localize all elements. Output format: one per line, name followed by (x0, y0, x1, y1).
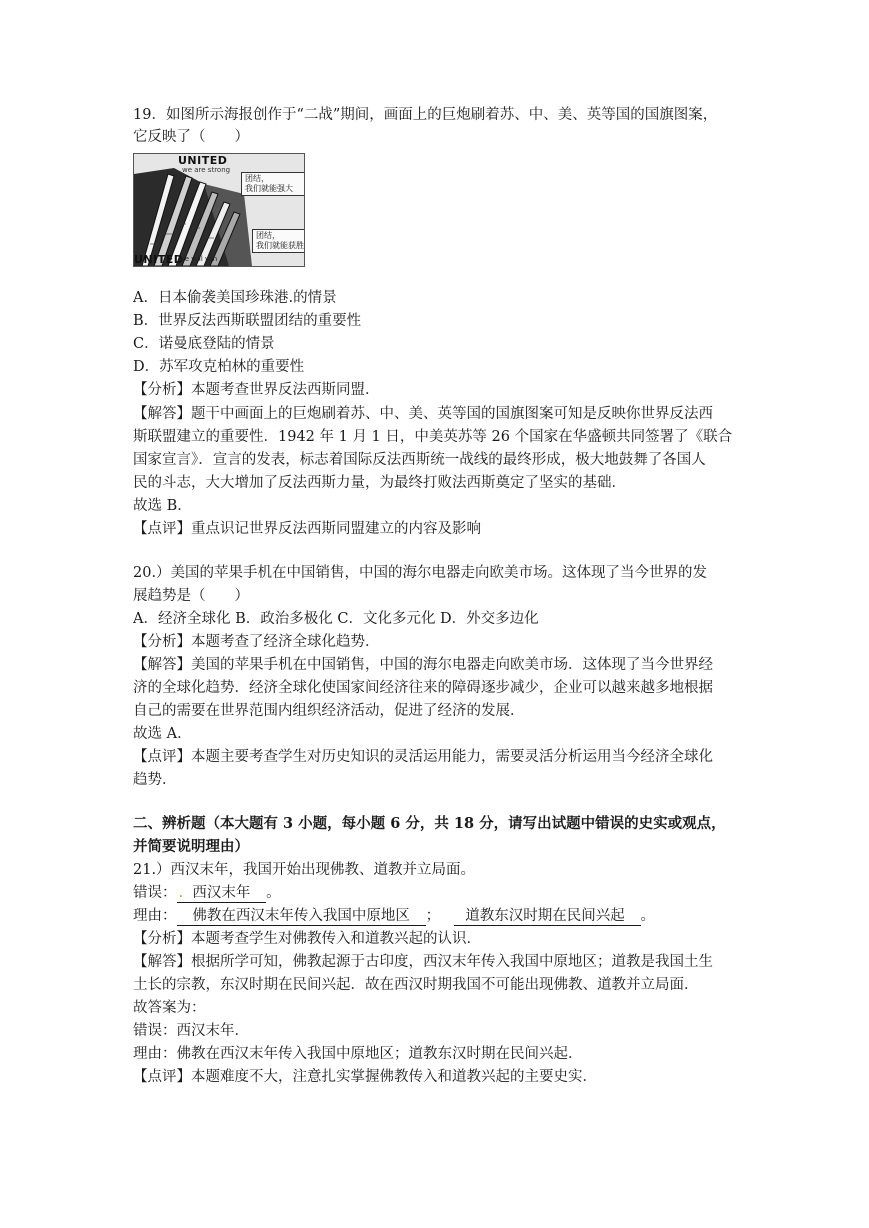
poster-top-caption-line2: 我们就能强大 (245, 184, 293, 193)
poster-top-caption-line1: 团结， (245, 174, 269, 183)
q21-answer-reason: 理由：佛教在西汉末年传入我国中原地区；道教东汉时期在民间兴起． (133, 1046, 583, 1062)
q19-analysis: 【分析】本题考查世界反法西斯同盟． (133, 382, 380, 398)
q21-reason-sep: ； (425, 908, 441, 924)
poster-top-caption-box (241, 172, 305, 196)
q19-option-c: C．诺曼底登陆的情景 (133, 336, 275, 352)
poster-bottom-caption-line2: 我们就能获胜 (256, 241, 304, 250)
q21-reason-end: 。 (640, 908, 656, 924)
q21-error-line (133, 882, 281, 904)
q20-comment-line1: 【点评】本题主要考查学生对历史知识的灵活运用能力，需要灵活分析运用当今经济全球化 (133, 749, 713, 765)
q21-reason-blank1 (177, 907, 426, 926)
q19-comment: 【点评】重点识记世界反法西斯同盟建立的内容及影响 (133, 521, 481, 537)
ww2-united-poster (133, 153, 305, 267)
q19-option-d: D．苏军攻克柏林的重要性 (133, 359, 305, 375)
q21-error-dot: . (178, 885, 184, 901)
poster-bottom-caption-line1: 团结， (256, 231, 280, 240)
q19-option-a: A．日本偷袭美国珍珠港.的情景 (133, 290, 337, 306)
q20-comment-line2: 趋势． (133, 772, 177, 788)
q21-answer-line2: 土长的宗教，东汉时期在民间兴起．故在西汉时期我国不可能出现佛教、道教并立局面． (133, 977, 699, 993)
q19-answer-line3: 国家宣言》．宣言的发表，标志着国际反法西斯统一战线的最终形成，极大地鼓舞了各国人 (133, 452, 706, 468)
q21-error-blank (177, 884, 267, 903)
q21-comment: 【点评】本题难度不大，注意扎实掌握佛教传入和道教兴起的主要史实． (133, 1069, 597, 1085)
q21-reason-blank2 (454, 907, 641, 926)
q19-answer-line2: 斯联盟建立的重要性．1942 年 1 月 1 日，中美英苏等 26 个国家在华盛顿共同签署了《联合 (133, 429, 733, 445)
poster-bottom-caption-box (252, 229, 305, 253)
q21-error-value: 西汉末年 (192, 885, 251, 901)
q19-stem-line1: 19．如图所示海报创作于“二战”期间，画面上的巨炮刷着苏、中、美、英等国的国旗图案， (133, 107, 718, 123)
q20-answer-line2: 济的全球化趋势．经济全球化使国家间经济往来的障碍逐步减少，企业可以越来越多地根据 (133, 680, 713, 696)
q21-error-label: 错误： (133, 885, 177, 901)
q21-reason-value2: 道教东汉时期在民间兴起 (465, 908, 625, 924)
section2-heading-line2: 并简要说明理由） (133, 838, 249, 855)
q20-options: A．经济全球化 B．政治多极化 C．文化多元化 D．外交多边化 (133, 611, 539, 627)
poster-bottom-subtitle: we will win (179, 255, 218, 263)
q21-answer-intro: 故答案为： (133, 1000, 206, 1016)
q19-stem-line2: 它反映了（ ） (133, 129, 249, 145)
q21-answer-line1: 【解答】根据所学可知，佛教起源于古印度，西汉末年传入我国中原地区；道教是我国土生 (133, 954, 713, 970)
poster-top-subtitle: we are strong (182, 166, 231, 174)
q19-option-b: B．世界反法西斯联盟团结的重要性 (133, 313, 362, 329)
q21-reason-value1: 佛教在西汉末年传入我国中原地区 (192, 908, 410, 924)
poster-bottom-title: UNITED (134, 253, 184, 266)
q20-choice: 故选 A． (133, 726, 192, 742)
q19-choice: 故选 B． (133, 498, 192, 514)
q21-reason-label: 理由： (133, 908, 177, 924)
q19-answer-line1: 【解答】题干中画面上的巨炮刷着苏、中、美、英等国的国旗图案可知是反映你世界反法西 (133, 406, 713, 422)
poster-top-title: UNITED (178, 154, 228, 167)
q20-answer-line3: 自己的需要在世界范围内组织经济活动，促进了经济的发展． (133, 703, 525, 719)
q20-stem-line1: 20.）美国的苹果手机在中国销售，中国的海尔电器走向欧美市场。这体现了当今世界的发 (133, 565, 708, 581)
q20-answer-line1: 【解答】美国的苹果手机在中国销售，中国的海尔电器走向欧美市场．这体现了当今世界经 (133, 657, 713, 673)
q20-stem-line2: 展趋势是（ ） (133, 588, 249, 604)
q21-reason-line (133, 905, 655, 927)
q19-answer-line4: 民的斗志，大大增加了反法西斯力量，为最终打败法西斯奠定了坚实的基础． (133, 475, 626, 491)
q21-answer-error: 错误：西汉末年． (133, 1023, 249, 1039)
q21-error-end: 。 (266, 885, 281, 901)
q20-analysis: 【分析】本题考查了经济全球化趋势． (133, 634, 380, 650)
q21-stem: 21.）西汉末年，我国开始出现佛教、道教并立局面。 (133, 862, 476, 878)
section2-heading-line1: 二、辨析题（本大题有 3 小题，每小题 6 分，共 18 分，请写出试题中错误的史实或观点， (133, 815, 726, 832)
q21-analysis: 【分析】本题考查学生对佛教传入和道教兴起的认识． (133, 931, 481, 947)
